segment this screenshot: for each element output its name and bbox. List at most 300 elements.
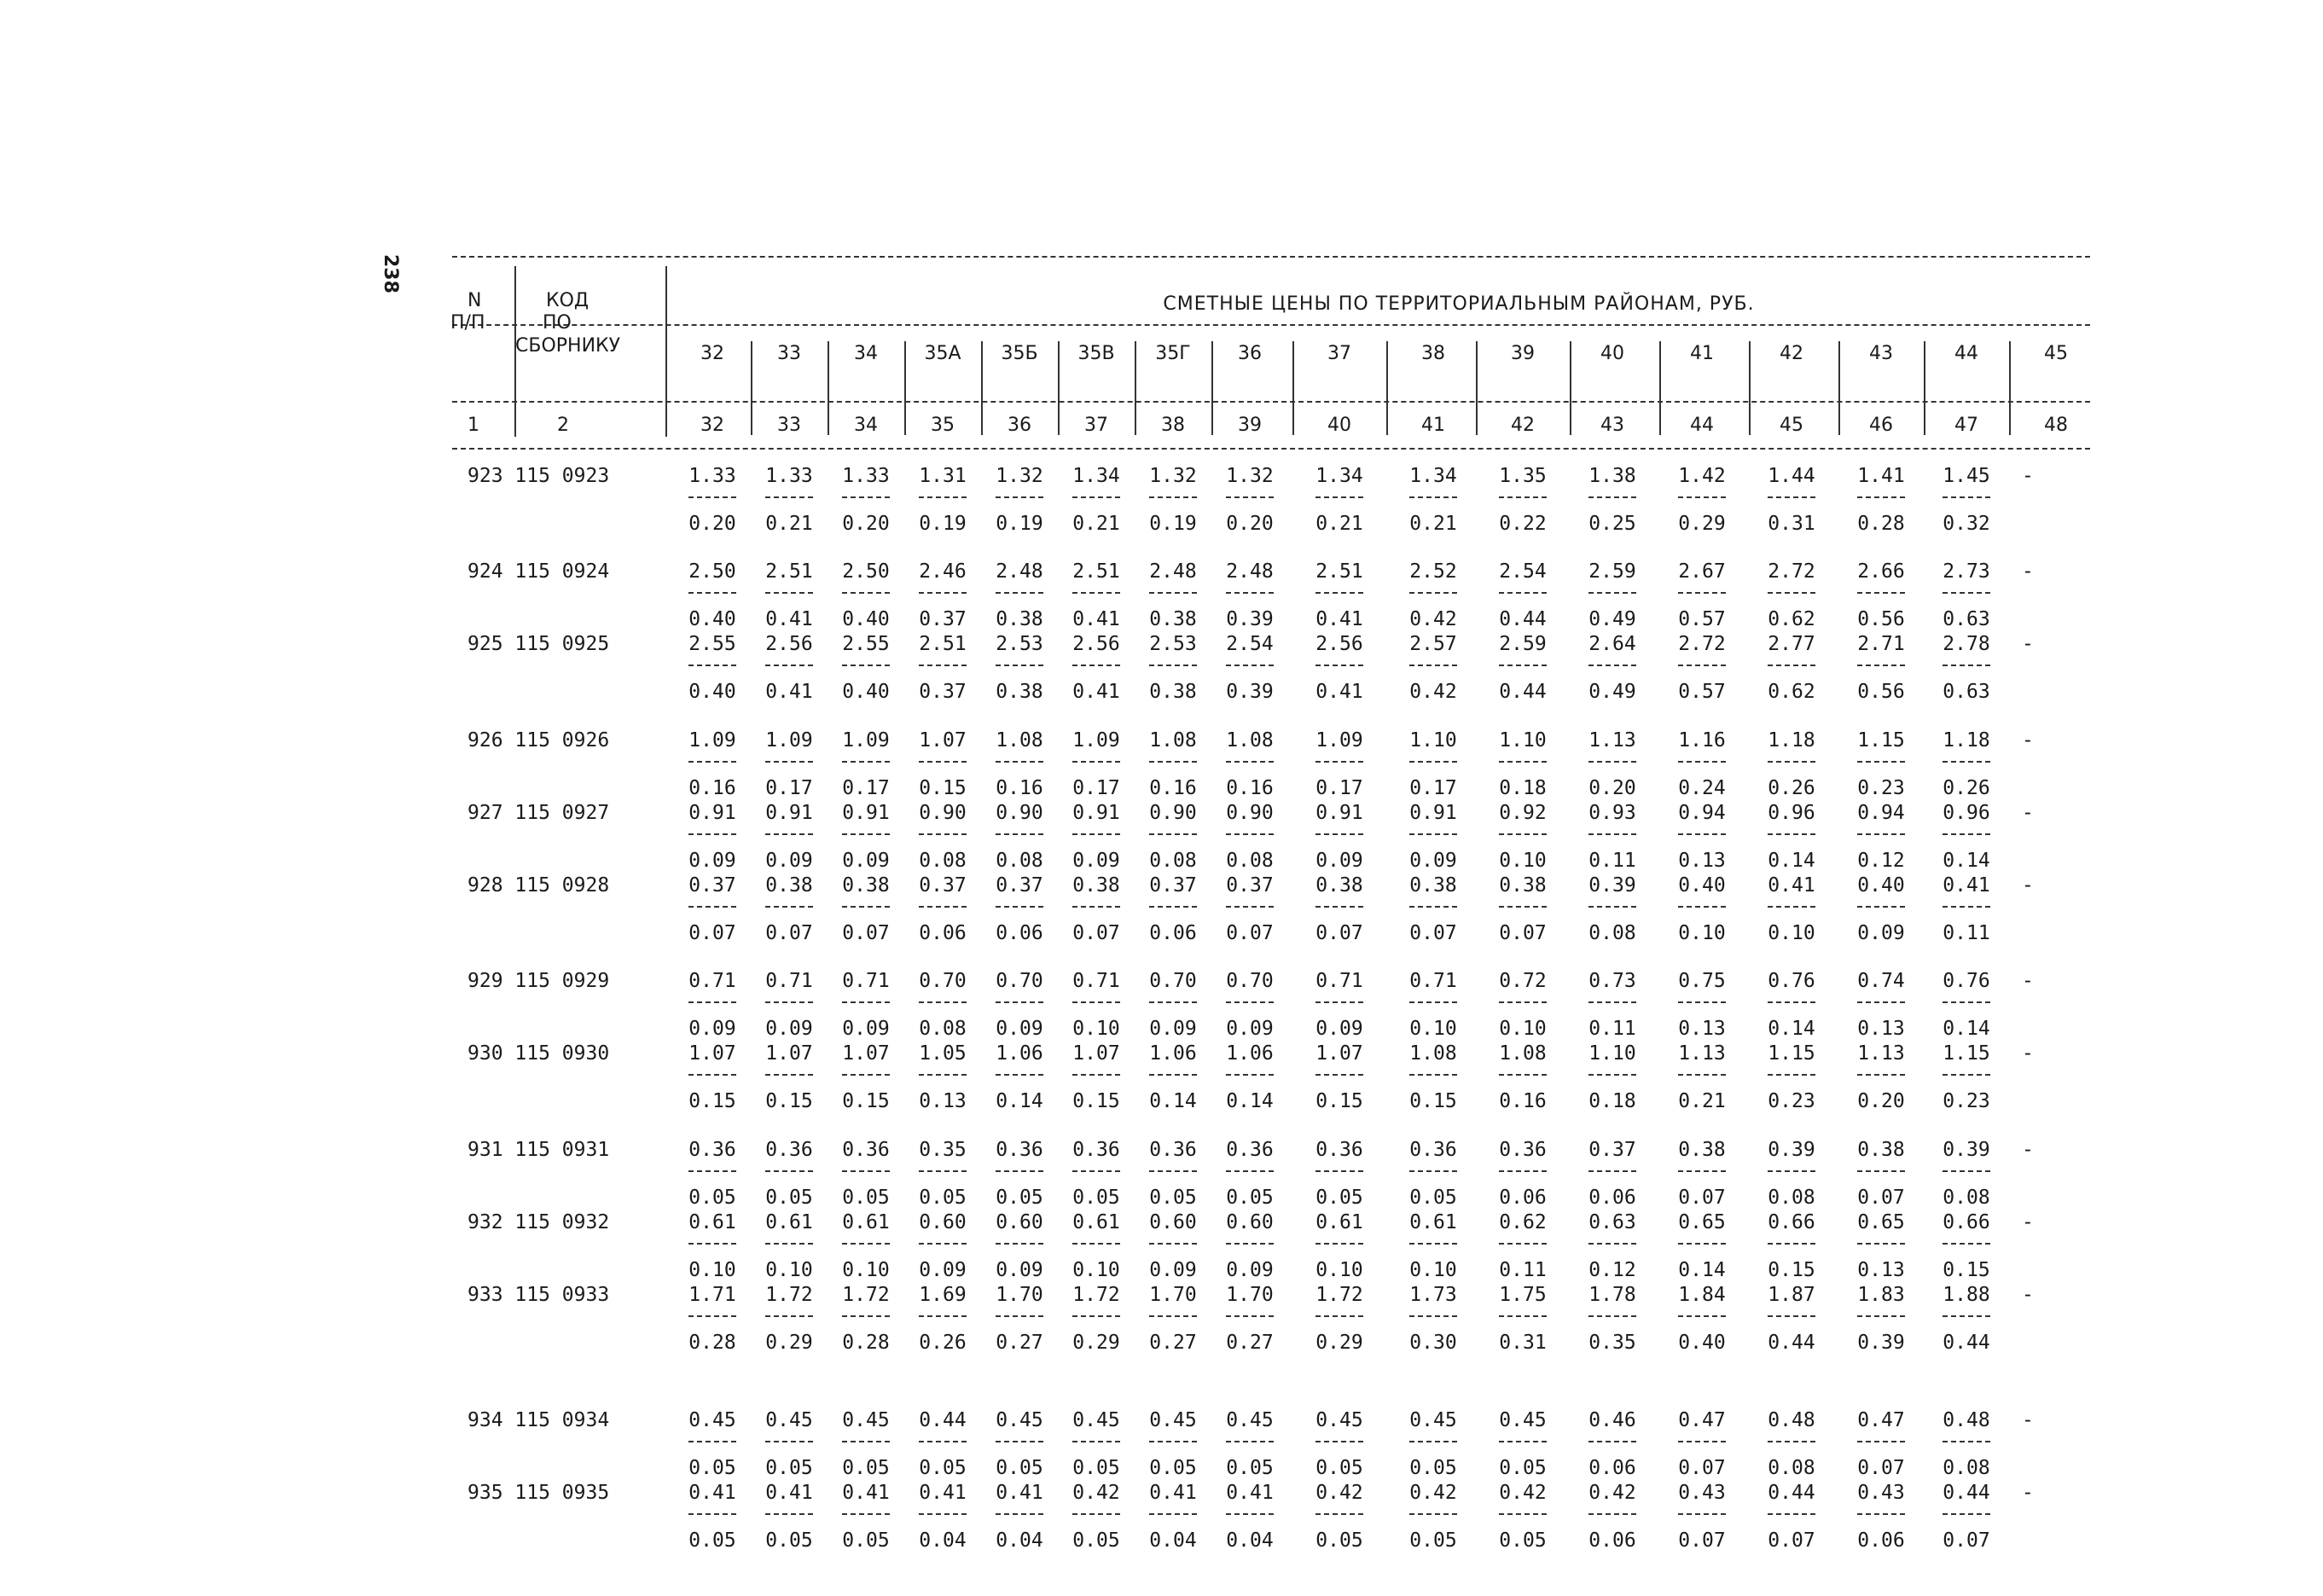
fraction-line (1072, 1001, 1120, 1003)
price-total: 1.87 (1768, 1284, 1815, 1306)
price-total: 0.48 (1943, 1409, 1990, 1431)
price-total: 2.55 (842, 633, 890, 655)
fraction-line (1149, 1074, 1197, 1076)
price-wage: 0.05 (1149, 1187, 1197, 1209)
price-total: 1.10 (1409, 729, 1457, 752)
price-total: 0.38 (1072, 874, 1120, 897)
price-total: 0.90 (996, 802, 1043, 824)
fraction-line (1499, 761, 1547, 763)
price-wage: 0.09 (1072, 850, 1120, 872)
fraction-line (1315, 761, 1363, 763)
vbar-col-3 (981, 341, 983, 435)
price-wage: 0.05 (1072, 1187, 1120, 1209)
fraction-line (1768, 496, 1815, 498)
price-wage: 0.06 (1149, 922, 1197, 944)
price-total: 2.72 (1678, 633, 1726, 655)
price-total: 2.64 (1588, 633, 1636, 655)
price-total: 1.08 (1226, 729, 1274, 752)
col-number: 44 (1690, 415, 1714, 436)
price-total: 0.61 (688, 1211, 736, 1233)
col-kod-label: КОД (546, 290, 589, 311)
price-wage: 0.05 (1409, 1187, 1457, 1209)
price-wage: 0.40 (688, 681, 736, 703)
price-wage: 0.05 (1072, 1529, 1120, 1552)
fraction-line (1678, 1315, 1726, 1317)
row-label: 923 115 0923 (468, 465, 610, 487)
price-wage: 0.06 (1588, 1529, 1636, 1552)
col-number: 47 (1954, 415, 1978, 436)
price-total: 0.38 (1678, 1139, 1726, 1161)
price-total: 0.61 (842, 1211, 890, 1233)
fraction-line (1149, 496, 1197, 498)
vbar-left-2 (665, 266, 667, 437)
fraction-line (919, 1074, 967, 1076)
row-label: 925 115 0925 (468, 633, 610, 655)
vbar-col-14 (1924, 341, 1925, 435)
price-total: 1.09 (842, 729, 890, 752)
price-wage: 0.27 (1226, 1332, 1274, 1354)
fraction-line (1588, 1315, 1636, 1317)
price-total: 2.51 (1072, 560, 1120, 583)
fraction-line (1315, 496, 1363, 498)
price-total: 2.53 (996, 633, 1043, 655)
fraction-line (1149, 1243, 1197, 1245)
price-wage: 0.10 (842, 1259, 890, 1281)
price-total: 1.34 (1409, 465, 1457, 487)
fraction-line (1499, 1001, 1547, 1003)
fraction-line (1315, 833, 1363, 835)
page-number: 238 (380, 254, 401, 293)
fraction-line (1857, 496, 1905, 498)
fraction-line (1149, 833, 1197, 835)
price-wage: 0.09 (996, 1018, 1043, 1040)
price-wage: 0.21 (1072, 513, 1120, 535)
price-total: 0.76 (1943, 970, 1990, 992)
fraction-line (688, 1170, 736, 1172)
fraction-line (996, 592, 1043, 594)
last-column-value: - (2022, 802, 2034, 824)
price-wage: 0.40 (842, 608, 890, 630)
price-wage: 0.17 (1315, 777, 1363, 799)
col-number: 34 (854, 415, 878, 436)
fraction-line (1768, 761, 1815, 763)
col-sbor-label: СБОРНИКУ (515, 335, 621, 357)
col-number: 43 (1600, 415, 1624, 436)
fraction-line (1943, 665, 1990, 666)
price-wage: 0.15 (688, 1090, 736, 1112)
fraction-line (1226, 906, 1274, 908)
price-total: 2.54 (1226, 633, 1274, 655)
fraction-line (1943, 1315, 1990, 1317)
fraction-line (1409, 1513, 1457, 1515)
price-total: 0.91 (1072, 802, 1120, 824)
price-total: 1.09 (688, 729, 736, 752)
price-total: 0.45 (765, 1409, 813, 1431)
fraction-line (842, 592, 890, 594)
col-number: 35 (931, 415, 955, 436)
price-total: 0.44 (1943, 1482, 1990, 1504)
fraction-line (996, 761, 1043, 763)
region-header: 43 (1869, 343, 1893, 364)
fraction-line (1588, 833, 1636, 835)
price-total: 0.71 (1315, 970, 1363, 992)
col-po-label: ПО (543, 312, 572, 334)
fraction-line (1943, 1170, 1990, 1172)
price-total: 2.59 (1588, 560, 1636, 583)
row-label: 930 115 0930 (468, 1042, 610, 1065)
fraction-line (1768, 906, 1815, 908)
vbar-col-13 (1838, 341, 1840, 435)
fraction-line (1678, 1001, 1726, 1003)
fraction-line (996, 1513, 1043, 1515)
fraction-line (1409, 906, 1457, 908)
fraction-line (1857, 1441, 1905, 1442)
fraction-line (1409, 592, 1457, 594)
fraction-line (1678, 1513, 1726, 1515)
price-wage: 0.10 (1315, 1259, 1363, 1281)
price-wage: 0.06 (1588, 1187, 1636, 1209)
fraction-line (1499, 1243, 1547, 1245)
fraction-line (688, 1513, 736, 1515)
price-total: 0.70 (996, 970, 1043, 992)
price-total: 0.42 (1409, 1482, 1457, 1504)
price-wage: 0.05 (842, 1457, 890, 1479)
price-total: 2.53 (1149, 633, 1197, 655)
price-total: 0.61 (765, 1211, 813, 1233)
price-wage: 0.63 (1943, 681, 1990, 703)
last-column-value: - (2022, 1482, 2034, 1504)
price-total: 0.90 (1226, 802, 1274, 824)
price-total: 1.70 (996, 1284, 1043, 1306)
price-total: 0.41 (1768, 874, 1815, 897)
price-wage: 0.10 (1409, 1259, 1457, 1281)
price-total: 1.83 (1857, 1284, 1905, 1306)
fraction-line (1072, 1441, 1120, 1442)
price-total: 0.37 (1149, 874, 1197, 897)
row-label: 928 115 0928 (468, 874, 610, 897)
fraction-line (1768, 1170, 1815, 1172)
vbar-col-10 (1570, 341, 1571, 435)
price-wage: 0.49 (1588, 608, 1636, 630)
region-header: 32 (700, 343, 724, 364)
price-total: 0.96 (1943, 802, 1990, 824)
price-total: 1.10 (1588, 1042, 1636, 1065)
fraction-line (1226, 1441, 1274, 1442)
price-total: 0.45 (1226, 1409, 1274, 1431)
price-total: 1.05 (919, 1042, 967, 1065)
price-total: 2.73 (1943, 560, 1990, 583)
fraction-line (919, 592, 967, 594)
price-wage: 0.08 (1943, 1457, 1990, 1479)
price-total: 0.62 (1499, 1211, 1547, 1233)
fraction-line (1588, 1001, 1636, 1003)
fraction-line (1072, 1315, 1120, 1317)
price-total: 0.41 (842, 1482, 890, 1504)
fraction-line (765, 1441, 813, 1442)
fraction-line (1149, 1513, 1197, 1515)
row-label: 935 115 0935 (468, 1482, 610, 1504)
price-wage: 0.15 (919, 777, 967, 799)
price-wage: 0.04 (1226, 1529, 1274, 1552)
price-total: 0.75 (1678, 970, 1726, 992)
price-wage: 0.05 (1149, 1457, 1197, 1479)
price-total: 1.45 (1943, 465, 1990, 487)
region-header: 35Г (1155, 343, 1191, 364)
fraction-line (1678, 1243, 1726, 1245)
fraction-line (1226, 1315, 1274, 1317)
fraction-line (1768, 1074, 1815, 1076)
price-wage: 0.27 (996, 1332, 1043, 1354)
price-wage: 0.18 (1588, 1090, 1636, 1112)
price-wage: 0.31 (1768, 513, 1815, 535)
fraction-line (919, 1513, 967, 1515)
price-total: 0.41 (1226, 1482, 1274, 1504)
region-header: 36 (1238, 343, 1262, 364)
price-wage: 0.56 (1857, 681, 1905, 703)
fraction-line (1072, 1170, 1120, 1172)
price-wage: 0.11 (1499, 1259, 1547, 1281)
fraction-line (1226, 833, 1274, 835)
price-total: 1.72 (765, 1284, 813, 1306)
col-number: 36 (1008, 415, 1031, 436)
price-total: 0.38 (1857, 1139, 1905, 1161)
fraction-line (1857, 1170, 1905, 1172)
vbar-col-6 (1211, 341, 1213, 435)
price-wage: 0.13 (1678, 1018, 1726, 1040)
price-wage: 0.23 (1943, 1090, 1990, 1112)
price-wage: 0.21 (1409, 513, 1457, 535)
row-label: 924 115 0924 (468, 560, 610, 583)
price-total: 1.16 (1678, 729, 1726, 752)
price-wage: 0.05 (765, 1457, 813, 1479)
price-wage: 0.13 (1857, 1259, 1905, 1281)
price-wage: 0.09 (688, 1018, 736, 1040)
fraction-line (919, 833, 967, 835)
price-wage: 0.63 (1943, 608, 1990, 630)
fraction-line (1943, 761, 1990, 763)
price-wage: 0.07 (1678, 1529, 1726, 1552)
fraction-line (1409, 1170, 1457, 1172)
fraction-line (1857, 1074, 1905, 1076)
price-wage: 0.07 (1315, 922, 1363, 944)
price-wage: 0.41 (1072, 681, 1120, 703)
price-wage: 0.39 (1857, 1332, 1905, 1354)
last-column-value: - (2022, 1409, 2034, 1431)
price-total: 0.36 (688, 1139, 736, 1161)
fraction-line (1588, 906, 1636, 908)
col-number: 41 (1421, 415, 1445, 436)
price-wage: 0.17 (1072, 777, 1120, 799)
row-label: 929 115 0929 (468, 970, 610, 992)
price-wage: 0.39 (1226, 681, 1274, 703)
col-number: 1 (468, 415, 479, 436)
price-total: 0.91 (765, 802, 813, 824)
price-wage: 0.09 (688, 850, 736, 872)
fraction-line (1768, 1243, 1815, 1245)
price-total: 0.96 (1768, 802, 1815, 824)
col-number: 37 (1084, 415, 1108, 436)
price-total: 1.32 (1226, 465, 1274, 487)
price-wage: 0.11 (1588, 1018, 1636, 1040)
col-number: 40 (1327, 415, 1351, 436)
fraction-line (1226, 1001, 1274, 1003)
price-total: 1.33 (842, 465, 890, 487)
price-wage: 0.28 (1857, 513, 1905, 535)
price-wage: 0.09 (1149, 1259, 1197, 1281)
price-wage: 0.16 (996, 777, 1043, 799)
fraction-line (1678, 833, 1726, 835)
price-total: 0.60 (1226, 1211, 1274, 1233)
price-total: 0.66 (1768, 1211, 1815, 1233)
price-total: 1.07 (765, 1042, 813, 1065)
fraction-line (1678, 496, 1726, 498)
price-wage: 0.07 (1943, 1529, 1990, 1552)
price-total: 0.60 (1149, 1211, 1197, 1233)
price-wage: 0.42 (1409, 608, 1457, 630)
fraction-line (1149, 761, 1197, 763)
price-wage: 0.40 (1678, 1332, 1726, 1354)
price-total: 0.36 (842, 1139, 890, 1161)
fraction-line (1409, 1074, 1457, 1076)
fraction-line (842, 906, 890, 908)
fraction-line (1226, 1170, 1274, 1172)
price-wage: 0.37 (919, 681, 967, 703)
price-total: 1.18 (1768, 729, 1815, 752)
fraction-line (1409, 761, 1457, 763)
fraction-line (1678, 1170, 1726, 1172)
region-header: 37 (1327, 343, 1351, 364)
price-wage: 0.11 (1943, 922, 1990, 944)
price-wage: 0.09 (919, 1259, 967, 1281)
fraction-line (1943, 496, 1990, 498)
price-total: 1.18 (1943, 729, 1990, 752)
price-wage: 0.08 (1588, 922, 1636, 944)
price-wage: 0.17 (765, 777, 813, 799)
price-wage: 0.06 (1499, 1187, 1547, 1209)
price-total: 2.50 (688, 560, 736, 583)
price-total: 0.91 (1409, 802, 1457, 824)
fraction-line (1315, 1243, 1363, 1245)
fraction-line (1857, 1315, 1905, 1317)
fraction-line (919, 1315, 967, 1317)
price-total: 0.46 (1588, 1409, 1636, 1431)
price-total: 1.07 (1315, 1042, 1363, 1065)
price-wage: 0.10 (1072, 1259, 1120, 1281)
row-label: 933 115 0933 (468, 1284, 610, 1306)
price-wage: 0.26 (1943, 777, 1990, 799)
price-wage: 0.05 (1409, 1529, 1457, 1552)
fraction-line (1072, 833, 1120, 835)
fraction-line (1943, 1441, 1990, 1442)
price-wage: 0.08 (1943, 1187, 1990, 1209)
price-total: 2.51 (919, 633, 967, 655)
last-column-value: - (2022, 970, 2034, 992)
price-total: 0.36 (996, 1139, 1043, 1161)
fraction-line (1149, 665, 1197, 666)
price-wage: 0.08 (1768, 1187, 1815, 1209)
price-total: 0.36 (1499, 1139, 1547, 1161)
price-wage: 0.10 (688, 1259, 736, 1281)
price-wage: 0.08 (919, 1018, 967, 1040)
price-total: 0.36 (765, 1139, 813, 1161)
price-wage: 0.20 (1588, 777, 1636, 799)
fraction-line (1409, 1243, 1457, 1245)
fraction-line (842, 761, 890, 763)
col-pp-label: П/П (450, 312, 485, 334)
price-wage: 0.41 (1072, 608, 1120, 630)
price-total: 1.15 (1857, 729, 1905, 752)
price-wage: 0.09 (996, 1259, 1043, 1281)
price-total: 0.48 (1768, 1409, 1815, 1431)
price-total: 1.32 (1149, 465, 1197, 487)
price-total: 1.75 (1499, 1284, 1547, 1306)
price-wage: 0.13 (1678, 850, 1726, 872)
price-total: 0.37 (996, 874, 1043, 897)
price-wage: 0.14 (1768, 850, 1815, 872)
fraction-line (688, 906, 736, 908)
price-wage: 0.10 (1409, 1018, 1457, 1040)
price-wage: 0.25 (1588, 513, 1636, 535)
price-total: 0.36 (1072, 1139, 1120, 1161)
fraction-line (1149, 1441, 1197, 1442)
fraction-line (996, 1441, 1043, 1442)
price-wage: 0.14 (1149, 1090, 1197, 1112)
fraction-line (1072, 1513, 1120, 1515)
fraction-line (1409, 496, 1457, 498)
price-total: 0.61 (1409, 1211, 1457, 1233)
price-total: 0.40 (1857, 874, 1905, 897)
region-header: 34 (854, 343, 878, 364)
price-total: 1.15 (1768, 1042, 1815, 1065)
fraction-line (1943, 906, 1990, 908)
fraction-line (1588, 592, 1636, 594)
price-total: 0.71 (765, 970, 813, 992)
price-total: 0.41 (996, 1482, 1043, 1504)
price-total: 0.60 (919, 1211, 967, 1233)
fraction-line (996, 496, 1043, 498)
fraction-line (688, 592, 736, 594)
price-total: 0.93 (1588, 802, 1636, 824)
fraction-line (1499, 496, 1547, 498)
price-total: 0.36 (1409, 1139, 1457, 1161)
fraction-line (1943, 592, 1990, 594)
price-total: 0.41 (688, 1482, 736, 1504)
price-total: 1.07 (1072, 1042, 1120, 1065)
fraction-line (1315, 1170, 1363, 1172)
price-total: 0.43 (1678, 1482, 1726, 1504)
price-wage: 0.05 (1499, 1457, 1547, 1479)
price-total: 1.88 (1943, 1284, 1990, 1306)
price-wage: 0.26 (1768, 777, 1815, 799)
price-wage: 0.14 (1678, 1259, 1726, 1281)
price-total: 0.71 (1072, 970, 1120, 992)
last-column-value: - (2022, 465, 2034, 487)
price-total: 0.70 (1149, 970, 1197, 992)
vbar-col-9 (1476, 341, 1478, 435)
price-wage: 0.04 (1149, 1529, 1197, 1552)
price-total: 0.73 (1588, 970, 1636, 992)
price-total: 1.33 (765, 465, 813, 487)
price-wage: 0.15 (842, 1090, 890, 1112)
price-total: 2.78 (1943, 633, 1990, 655)
table-rule-2 (452, 401, 2090, 403)
price-total: 1.08 (1409, 1042, 1457, 1065)
fraction-line (1768, 665, 1815, 666)
price-total: 1.34 (1072, 465, 1120, 487)
price-wage: 0.09 (1315, 850, 1363, 872)
region-header: 35В (1077, 343, 1115, 364)
fraction-line (1072, 1243, 1120, 1245)
